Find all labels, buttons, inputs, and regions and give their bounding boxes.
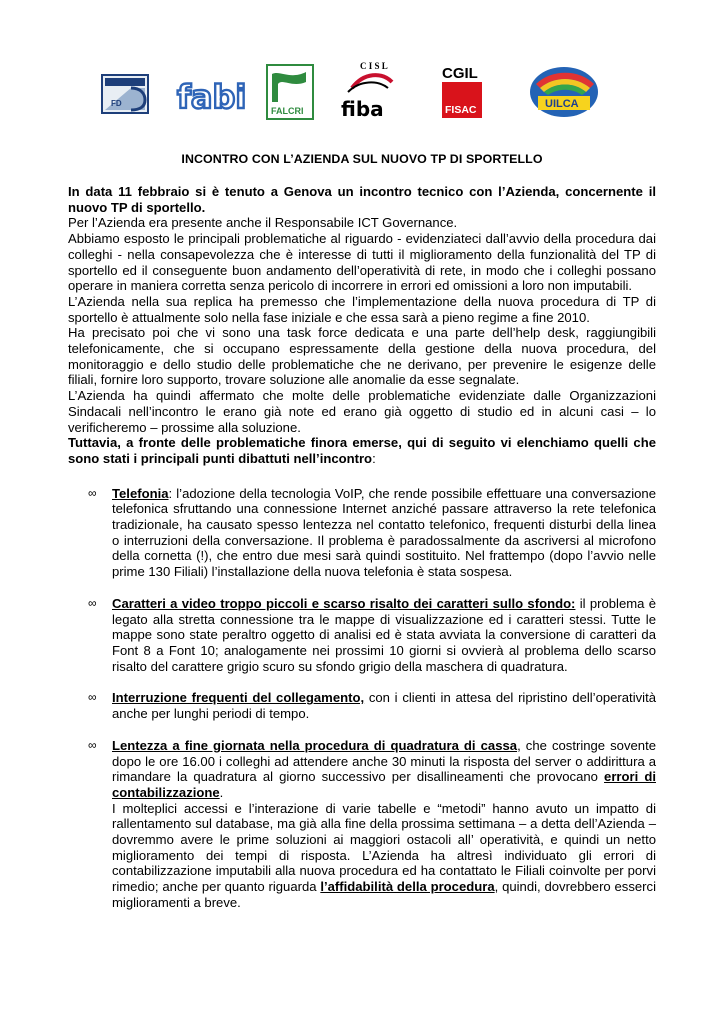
document-body bbox=[68, 184, 656, 927]
item-heading: Interruzione frequenti del collegamento, bbox=[112, 690, 365, 706]
bullet-icon: ∞ bbox=[88, 595, 97, 610]
bullet-icon: ∞ bbox=[88, 737, 97, 752]
item-text: , che costringe sovente dopo le ore 16.00 i colleghi ad attendere anche 30 minuti la risposta del server o addirittura a rimandare la quadratura al giorno successivo per disallineamenti che provocano bbox=[112, 737, 656, 785]
svg-text:CGIL: CGIL bbox=[442, 65, 478, 82]
intro-paragraph-5: L’Azienda ha quindi affermato che molte delle problematiche evidenziate dalle Organizzazioni Sindacali nell’incontro le erano già note ed erano già oggetto di studio ed in alcuni casi – lo verificheremo – prossime alla soluzione. bbox=[68, 388, 656, 435]
issue-list bbox=[68, 486, 656, 911]
uilca-logo bbox=[526, 62, 602, 120]
item-text: , quindi, dovrebbero esserci miglioramenti a breve. bbox=[112, 879, 656, 910]
intro-paragraph-3: L’Azienda nella sua replica ha premesso che l’implementazione della nuova procedura di TP di sportello è attualmente solo nella fase iniziale e che essa sarà a pieno regime a fine 2010. bbox=[68, 293, 656, 325]
item-heading: Lentezza a fine giornata nella procedura di quadratura di cassa bbox=[112, 737, 518, 753]
intro-paragraph-6-bold: Tuttavia, a fronte delle problematiche finora emerse, qui di seguito vi elenchiamo quelli che sono stati i principali punti dibattuti nell’incontro bbox=[68, 435, 656, 466]
list-item bbox=[68, 690, 656, 721]
intro-paragraph-1: Per l’Azienda era presente anche il Responsabile ICT Governance. bbox=[68, 215, 458, 231]
svg-text:C I S L: C I S L bbox=[360, 61, 388, 71]
list-item bbox=[68, 738, 656, 911]
cgil-fisac-logo bbox=[438, 62, 484, 120]
intro-paragraph-2: Abbiamo esposto le principali problematiche al riguardo - evidenziateci dall’avvio della procedura dai colleghi - nella consapevolezza che è interesse di tutti il miglioramento della funzionalità del TP di sportello ed il conseguente buon andamento dell’operatività di rete, in modo che i colleghi possano operare in maniera corretta senza pericolo di incorrere in errori ed omissioni a loro non imputabili. bbox=[68, 231, 656, 294]
svg-text:FISAC: FISAC bbox=[445, 104, 477, 116]
item-text: : l’adozione della tecnologia VoIP, che rende possibile effettuare una conversazione telefonica sfruttando una connessione Internet anziché passare attraverso la rete telefonica tradizionale, ha causato spesso lentezza nel contatto telefonico, frequenti disturbi della linea o interruzioni della conversazione. Il problema è paradossalmente da ascriversi al microfono della cornetta (!), che entro due mesi sarà quindi sostituito. Nel frattempo (dopo l’avvio nelle prime 130 Filiali) l’installazione della nuova telefonia è stata sospesa. bbox=[112, 485, 656, 580]
svg-text:UILCA: UILCA bbox=[545, 98, 579, 110]
intro-paragraph-4: Ha precisato poi che vi sono una task force dedicata e una parte dell’help desk, raggiungibili telefonicamente, che si occupano espressamente della gestione della nuova procedura, del monitoraggio e dello studio delle problematiche che ne derivano, per prevenire le esigenze delle filiali, fornire loro supporto, trovare soluzione alle anomalie da esse segnalate. bbox=[68, 325, 656, 388]
union-logos bbox=[0, 58, 724, 128]
intro-paragraph-6-tail: : bbox=[372, 450, 376, 466]
intro-paragraph-6 bbox=[68, 435, 656, 466]
item-continuation: I molteplici accessi e l’interazione di varie tabelle e “metodi” hanno avuto un impatto di rallentamento sul database, ma già alla fine della prossima settimana – a detta dell’Azienda – dovremmo avere le prime soluzioni ai maggiori ostacoli all’ operatività, e quindi un netto miglioramento dei tempi di risposta. L’Azienda ha altresì individuato gli errori di contabilizzazione imputabili alla nuova procedura ed ha contattato le Filiali coinvolte per porvi rimedio; anche per quanto riguarda bbox=[112, 800, 656, 895]
item-bold-phrase: l’affidabilità della procedura bbox=[320, 879, 495, 895]
svg-text:fiba: fiba bbox=[341, 97, 384, 121]
bullet-icon: ∞ bbox=[88, 690, 97, 705]
fabi-logo bbox=[176, 70, 247, 116]
falcri-logo bbox=[266, 64, 314, 120]
bullet-icon: ∞ bbox=[88, 485, 97, 500]
list-item bbox=[68, 486, 656, 580]
svg-text:fabi: fabi bbox=[177, 78, 247, 116]
fd-logo bbox=[101, 74, 149, 114]
item-bold-phrase: errori di contabilizzazione bbox=[112, 769, 656, 800]
intro-lead: In data 11 febbraio si è tenuto a Genova un incontro tecnico con l’Azienda, concernente il nuovo TP di sportello. bbox=[68, 184, 656, 215]
page-title: INCONTRO CON L’AZIENDA SUL NUOVO TP DI SPORTELLO bbox=[181, 152, 543, 166]
item-text: con i clienti in attesa del ripristino dell’operatività anche per lunghi periodi di tempo. bbox=[112, 690, 656, 722]
svg-text:FD: FD bbox=[111, 99, 122, 108]
item-heading: Caratteri a video troppo piccoli e scarso risalto dei caratteri sullo sfondo: bbox=[112, 595, 576, 611]
svg-text:FALCRI: FALCRI bbox=[271, 106, 304, 116]
item-text: . bbox=[219, 784, 224, 800]
item-text: il problema è legato alla stretta connessione tra le mappe di visualizzazione ed i caratteri stessi. Tutte le mappe sono state peraltro oggetto di analisi ed è stata avviata la conversione di caratteri da Font 8 a Font 10; analogamente nei prossimi 10 giorni si ovvierà al problema dello scarso risalto del carattere grigio scuro su sfondo grigio della maschera di quadratura. bbox=[112, 595, 657, 674]
item-heading: Telefonia bbox=[112, 485, 169, 501]
cisl-fiba-logo bbox=[338, 58, 400, 120]
list-item bbox=[68, 596, 656, 675]
